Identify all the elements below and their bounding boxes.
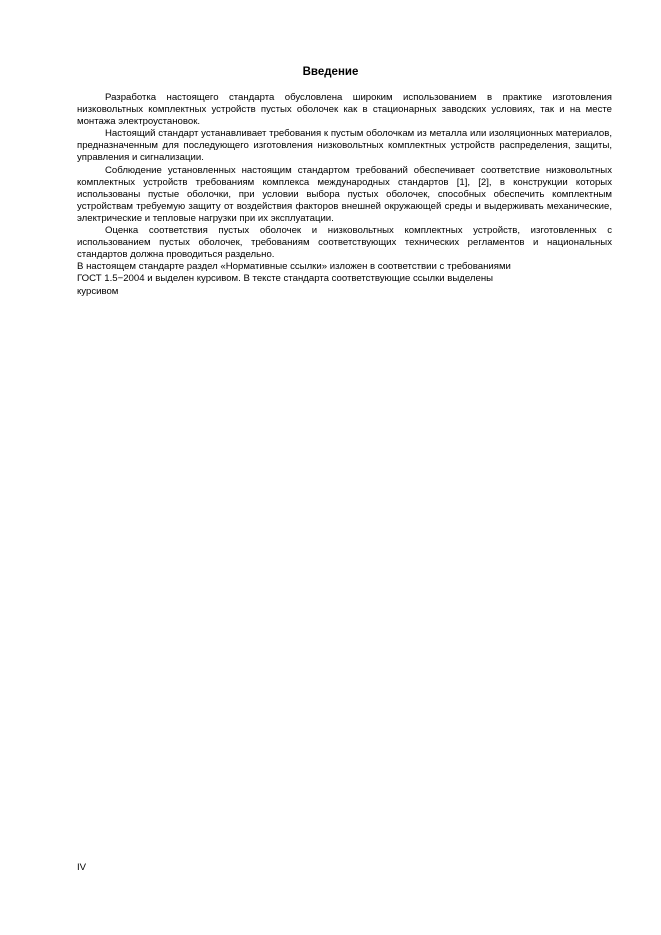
- page-number: IV: [77, 862, 87, 873]
- note-line: курсивом: [77, 285, 119, 297]
- paragraph-scope: Настоящий стандарт устанавливает требования к пустым оболочкам из металла или изоляционных материалов, предназначенным для последующего изготовления низковольтных комплектных устройств распределения, защиты, управления и сигнализации.: [77, 128, 612, 164]
- note-line: ГОСТ 1.5−2004 и выделен курсивом. В тексте стандарта соответствующие ссылки выделены: [77, 273, 494, 285]
- paragraph-development-reason: Разработка настоящего стандарта обусловлена широким использованием в практике изготовления низковольтных комплектных устройств пустых оболочек как в стационарных заводских условиях, так и на месте монтажа электроустановок.: [77, 92, 612, 128]
- document-body: [77, 92, 612, 298]
- paragraph-conformity-assessment: Оценка соответствия пустых оболочек и низковольтных комплектных устройств, изготовленных с использованием пустых оболочек, требованиям соответствующих технических регламентов и национальных стандартов должна проводиться раздельно.: [77, 225, 612, 261]
- note-line: В настоящем стандарте раздел «Нормативные ссылки» изложен в соответствии с требованиями: [77, 261, 511, 273]
- paragraph-compliance: Соблюдение установленных настоящим стандартом требований обеспечивает соответствие низковольтных комплектных устройств требованиям комплекса международных стандартов [1], [2], в конструкции которых использованы пустые оболочки, при условии выбора пустых оболочек, способных обеспечить комплектным устройствам требуемую защиту от воздействия факторов внешней окружающей среды и выдерживать механические, электрические и тепловые нагрузки при их эксплуатации.: [77, 164, 612, 224]
- section-title: Введение: [302, 66, 359, 78]
